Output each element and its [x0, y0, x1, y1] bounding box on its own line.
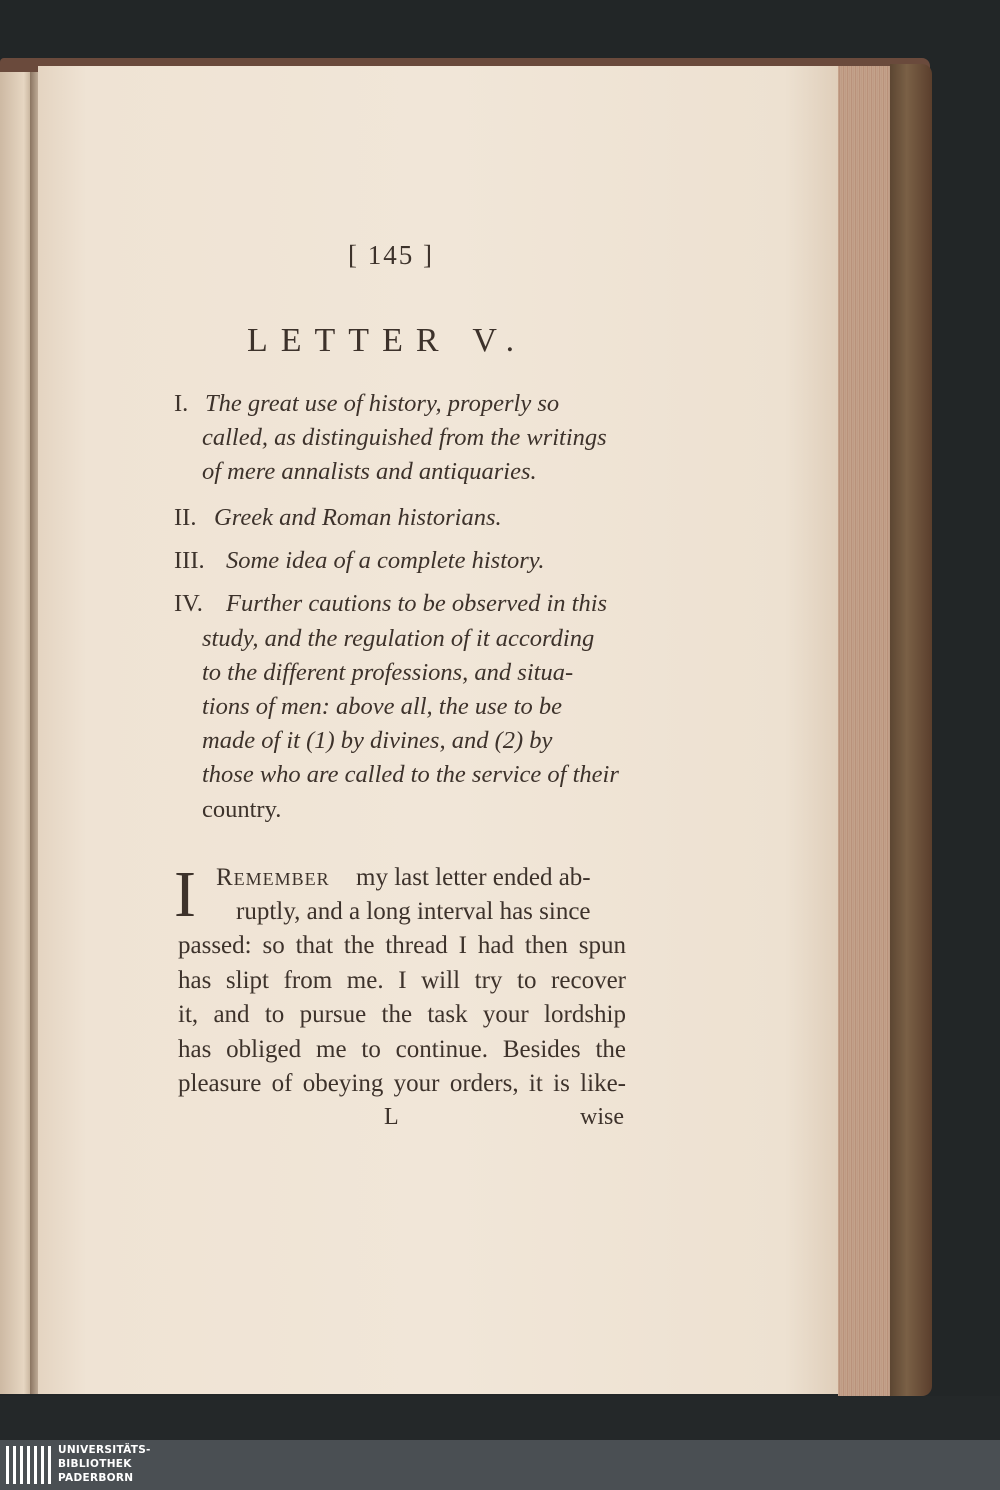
summary-line: country.	[202, 796, 282, 823]
body-line: my last letter ended ab-	[356, 864, 591, 891]
summary-numeral-4: IV.	[174, 590, 203, 617]
body-line: ruptly, and a long interval has since	[236, 898, 591, 925]
scan-background	[0, 1396, 1000, 1440]
body-line: has slipt from me. I will try to recover	[178, 967, 626, 994]
body-line: has obliged me to continue. Besides the	[178, 1036, 626, 1063]
book-cover-edge	[890, 64, 932, 1396]
summary-line: Some idea of a complete history.	[226, 547, 545, 574]
drop-cap: I	[174, 858, 196, 931]
summary-line: to the different professions, and situa-	[202, 659, 574, 686]
page-edges	[838, 66, 898, 1396]
letter-title: LETTER V.	[247, 322, 528, 359]
first-word: Remember	[216, 864, 330, 891]
body-line: pleasure of obeying your orders, it is like-	[178, 1070, 626, 1097]
summary-line: tions of men: above all, the use to be	[202, 693, 562, 720]
library-name-line: PADERBORN	[58, 1472, 134, 1484]
summary-line: The great use of history, properly so	[205, 390, 560, 417]
library-name-line: UNIVERSITÄTS-	[58, 1444, 151, 1456]
left-page-edge	[0, 72, 34, 1394]
library-logo-icon	[4, 1444, 52, 1486]
body-line: it, and to pursue the task your lordship	[178, 1001, 626, 1028]
summary-line: Further cautions to be observed in this	[226, 590, 608, 617]
signature-mark: L	[384, 1104, 399, 1130]
summary-line: of mere annalists and antiquaries.	[202, 458, 537, 485]
summary-numeral-2: II.	[174, 504, 197, 531]
summary-line: made of it (1) by divines, and (2) by	[202, 727, 553, 754]
summary-numeral-1: I.	[174, 390, 189, 417]
catchword: wise	[580, 1104, 624, 1130]
library-name	[58, 1443, 151, 1485]
summary-line: called, as distinguished from the writings	[202, 424, 607, 451]
summary-line: study, and the regulation of it according	[202, 625, 595, 652]
page-number: [ 145 ]	[348, 240, 434, 270]
summary-numeral-3: III.	[174, 547, 205, 574]
summary-line: those who are called to the service of their	[202, 761, 619, 788]
library-name-line: BIBLIOTHEK	[58, 1458, 132, 1470]
summary-line: Greek and Roman historians.	[214, 504, 502, 531]
library-footer	[0, 1440, 1000, 1490]
body-line: passed: so that the thread I had then spun	[178, 932, 626, 959]
